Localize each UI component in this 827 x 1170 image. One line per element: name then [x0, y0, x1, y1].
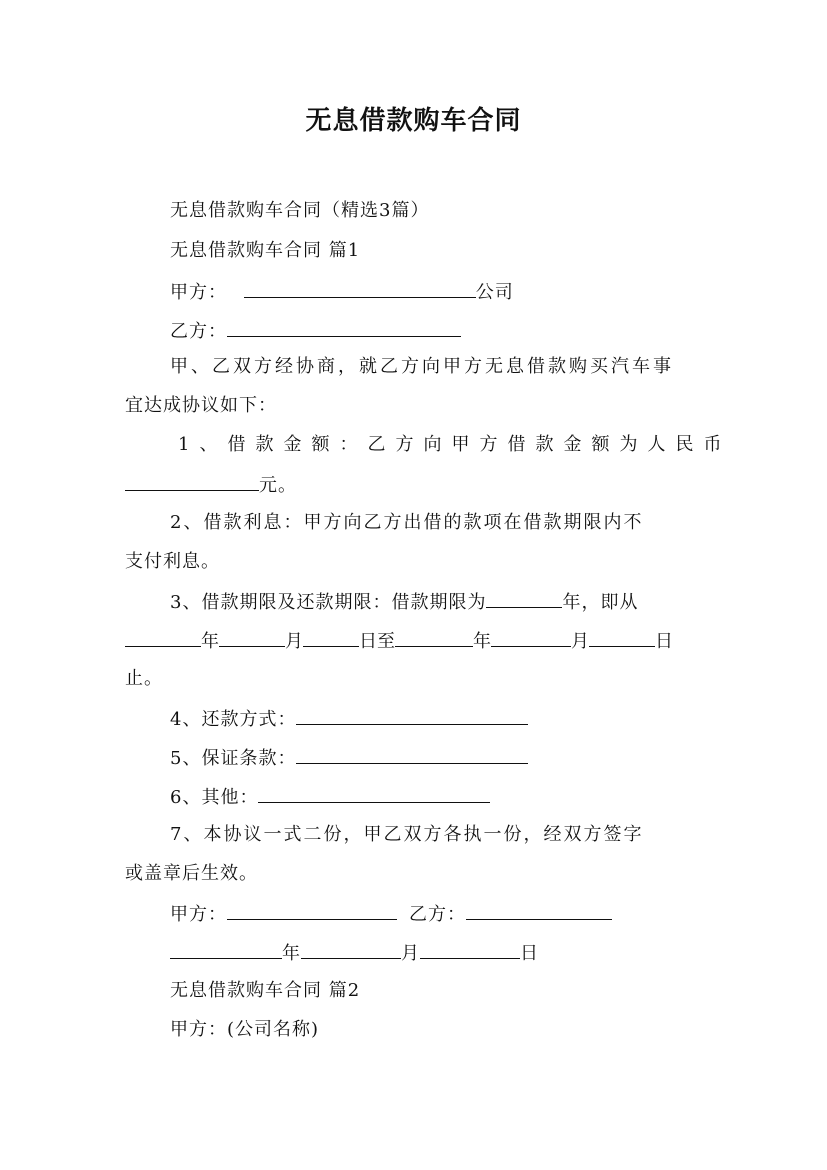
month-label: 月	[571, 631, 589, 652]
month-label: 月	[401, 943, 420, 964]
year-label: 年	[473, 631, 491, 652]
sign-b-blank	[466, 901, 612, 920]
document-title: 无息借款购车合同	[305, 106, 522, 136]
sign-a-blank	[227, 901, 397, 920]
clause-2-line-1: 2、借款利息：甲方向乙方出借的款项在借款期限内不	[170, 512, 644, 533]
sign-month-blank	[301, 940, 401, 959]
clause-5-line	[170, 745, 528, 771]
clause-1-line-2	[125, 472, 297, 498]
party-a-blank	[244, 279, 476, 298]
clause-3-suffix: 年，即从	[562, 592, 639, 613]
part2-party-a: 甲方：(公司名称)	[170, 1019, 320, 1040]
part1-heading: 无息借款购车合同 篇1	[170, 240, 361, 261]
day-label: 日	[655, 631, 673, 652]
start-day-blank	[303, 628, 359, 647]
party-a-line	[170, 279, 514, 305]
party-b-label: 乙方：	[170, 321, 227, 342]
sign-b-label: 乙方：	[409, 904, 466, 925]
clause-3-prefix: 3、借款期限及还款期限：借款期限为	[170, 592, 487, 613]
clause-3-line-3: 止。	[125, 668, 163, 689]
clause-7-line-1: 7、本协议一式二份，甲乙双方各执一份，经双方签字	[170, 824, 644, 845]
sign-a-label: 甲方：	[170, 904, 227, 925]
signature-line	[170, 901, 612, 927]
sign-date-line	[170, 940, 539, 966]
intro-line-2: 宜达成协议如下：	[125, 395, 277, 416]
term-years-blank	[486, 589, 562, 608]
start-year-blank	[125, 628, 201, 647]
clause-1-line-1: 1、借款金额：乙方向甲方借款金额为人民币	[178, 434, 732, 455]
clause-4-line	[170, 706, 528, 732]
year-label: 年	[282, 943, 301, 964]
end-day-blank	[589, 628, 655, 647]
repayment-blank	[296, 706, 528, 725]
clause-4-label: 4、还款方式：	[170, 709, 297, 730]
to-label: 日至	[359, 631, 395, 652]
start-month-blank	[219, 628, 285, 647]
clause-3-line-1	[170, 589, 638, 615]
month-label: 月	[285, 631, 303, 652]
clause-3-line-2	[125, 628, 673, 654]
part2-heading: 无息借款购车合同 篇2	[170, 980, 361, 1001]
subtitle: 无息借款购车合同（精选3篇）	[170, 200, 430, 221]
amount-blank	[125, 472, 259, 491]
guarantee-blank	[296, 745, 528, 764]
intro-line-1: 甲、乙双方经协商，就乙方向甲方无息借款购买汽车事	[170, 356, 674, 377]
party-b-line	[170, 318, 461, 344]
party-b-blank	[227, 318, 461, 337]
clause-1-suffix: 元。	[259, 475, 297, 496]
clause-6-label: 6、其他：	[170, 787, 259, 808]
sign-year-blank	[170, 940, 282, 959]
clause-7-line-2: 或盖章后生效。	[125, 863, 258, 884]
clause-5-label: 5、保证条款：	[170, 748, 297, 769]
clause-6-line	[170, 784, 490, 810]
sign-day-blank	[420, 940, 520, 959]
end-year-blank	[395, 628, 473, 647]
end-month-blank	[491, 628, 571, 647]
party-a-suffix: 公司	[475, 282, 514, 303]
other-blank	[258, 784, 490, 803]
day-label: 日	[520, 943, 539, 964]
year-label: 年	[201, 631, 219, 652]
clause-2-line-2: 支付利息。	[125, 551, 220, 572]
party-a-label: 甲方：	[170, 282, 227, 303]
